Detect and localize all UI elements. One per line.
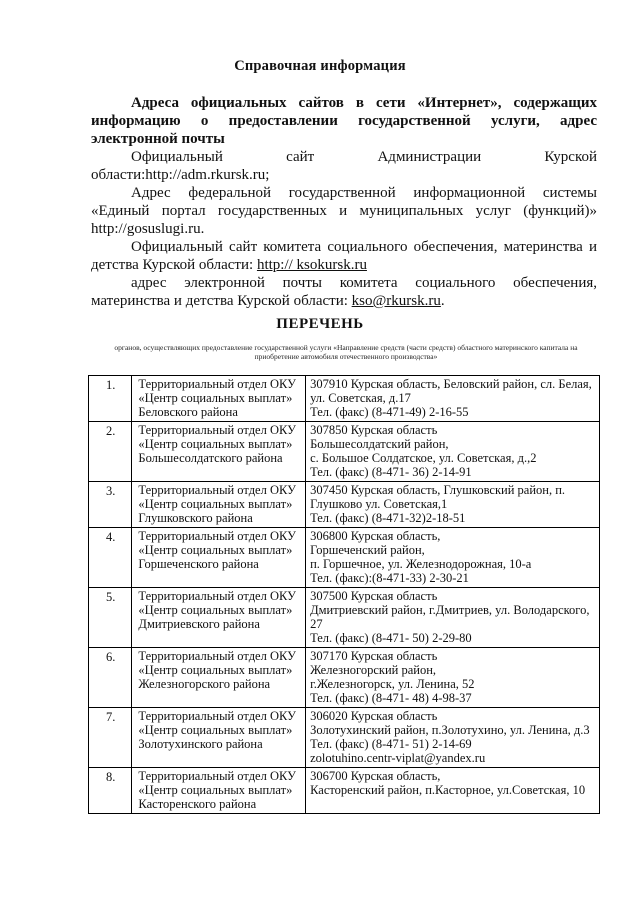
address-line: Тел. (факс) (8-471-49) 2-16-55 <box>310 405 469 419</box>
row-number: 3. <box>89 482 132 528</box>
address-line: 307500 Курская область <box>310 589 438 603</box>
address-line: 307170 Курская область <box>310 649 438 663</box>
row-number: 6. <box>89 648 132 708</box>
address-line: Большесолдатский район, <box>310 437 449 451</box>
office-name: Территориальный отдел ОКУ «Центр социальных выплат» Дмитриевского района <box>132 588 306 648</box>
row-number: 5. <box>89 588 132 648</box>
page-title: Справочная информация <box>234 58 406 74</box>
address-line: 307450 Курская область, Глушковский район, п. Глушково ул. Советская,1 <box>310 483 566 511</box>
committee-site-paragraph <box>91 238 597 274</box>
table-row <box>89 768 600 814</box>
gosuslugi-paragraph: Адрес федеральной государственной информационной системы «Единый портал государственных и муниципальных услуг (функций)» http://gosuslugi.ru. <box>91 185 597 237</box>
email-text: адрес электронной почты комитета социального обеспечения, материнства и детства Курской области: <box>91 275 597 309</box>
address-line: Дмитриевский район, г.Дмитриев, ул. Володарского, 27 <box>310 603 590 631</box>
row-number: 8. <box>89 768 132 814</box>
office-address <box>306 422 600 482</box>
list-title: ПЕРЕЧЕНЬ <box>276 316 364 332</box>
row-number: 1. <box>89 376 132 422</box>
table-row <box>89 422 600 482</box>
address-line: Тел. (факс) (8-471- 48) 4-98-37 <box>310 691 472 705</box>
committee-site-link[interactable]: http:// ksokursk.ru <box>256 257 367 273</box>
office-name: Территориальный отдел ОКУ «Центр социальных выплат» Горшеченского района <box>132 528 306 588</box>
offices-table <box>88 375 600 814</box>
table-row <box>89 708 600 768</box>
address-line: Тел. (факс):(8-471-33) 2-30-21 <box>310 571 469 585</box>
admin-site-paragraph: Официальный сайт Администрации Курской области:http://adm.rkursk.ru; <box>91 149 597 183</box>
office-address <box>306 376 600 422</box>
list-subtitle: органов, осуществляющих предоставление государственной услуги «Направление средств (части средств) областного материнского капитала на приобретение автомобиля отечественного производства» <box>114 343 578 361</box>
address-line[interactable]: zolotuhino.centr-viplat@yandex.ru <box>310 751 486 765</box>
office-name: Территориальный отдел ОКУ «Центр социальных выплат» Касторенского района <box>132 768 306 814</box>
address-line: Тел. (факс) (8-471-32)2-18-51 <box>310 511 466 525</box>
office-name: Территориальный отдел ОКУ «Центр социальных выплат» Глушковского района <box>132 482 306 528</box>
table-row <box>89 588 600 648</box>
address-line: Касторенский район, п.Касторное, ул.Советская, 10 <box>310 783 586 797</box>
address-line: 306020 Курская область <box>310 709 438 723</box>
email-end: . <box>440 293 445 309</box>
address-line: 306800 Курская область, <box>310 529 441 543</box>
table-row <box>89 482 600 528</box>
row-number: 7. <box>89 708 132 768</box>
table-row <box>89 376 600 422</box>
intro-heading: Адреса официальных сайтов в сети «Интернет», содержащих информацию о предоставлении государственной услуги, адрес электронной почты <box>91 95 597 147</box>
office-name: Территориальный отдел ОКУ «Центр социальных выплат» Беловского района <box>132 376 306 422</box>
office-name: Территориальный отдел ОКУ «Центр социальных выплат» Золотухинского района <box>132 708 306 768</box>
address-line: п. Горшечное, ул. Железнодорожная, 10-а <box>310 557 532 571</box>
address-line: Тел. (факс) (8-471- 50) 2-29-80 <box>310 631 472 645</box>
office-address <box>306 768 600 814</box>
address-line: Железногорский район, <box>310 663 437 677</box>
address-line: 306700 Курская область, <box>310 769 441 783</box>
office-address <box>306 482 600 528</box>
office-address <box>306 528 600 588</box>
address-line: г.Железногорск, ул. Ленина, 52 <box>310 677 475 691</box>
address-line: 307910 Курская область, Беловский район, сл. Белая, ул. Советская, д.17 <box>310 377 592 405</box>
email-paragraph <box>91 274 597 310</box>
office-address <box>306 588 600 648</box>
office-address <box>306 708 600 768</box>
row-number: 4. <box>89 528 132 588</box>
table-row <box>89 528 600 588</box>
address-line: Горшеченский район, <box>310 543 425 557</box>
address-line: 307850 Курская область <box>310 423 438 437</box>
page-bottom-margin <box>0 828 640 905</box>
office-address <box>306 648 600 708</box>
row-number: 2. <box>89 422 132 482</box>
address-line: с. Большое Солдатское, ул. Советская, д.,2 <box>310 451 537 465</box>
email-link[interactable]: kso@rkursk.ru <box>351 293 441 309</box>
address-line: Тел. (факс) (8-471- 36) 2-14-91 <box>310 465 472 479</box>
address-line: Золотухинский район, п.Золотухино, ул. Ленина, д.3 Тел. (факс) (8-471- 51) 2-14-69 <box>310 723 590 751</box>
table-row <box>89 648 600 708</box>
committee-site-text: Официальный сайт комитета социального обеспечения, материнства и детства Курской области: <box>91 239 597 273</box>
office-name: Территориальный отдел ОКУ «Центр социальных выплат» Железногорского района <box>132 648 306 708</box>
office-name: Территориальный отдел ОКУ «Центр социальных выплат» Большесолдатского района <box>132 422 306 482</box>
